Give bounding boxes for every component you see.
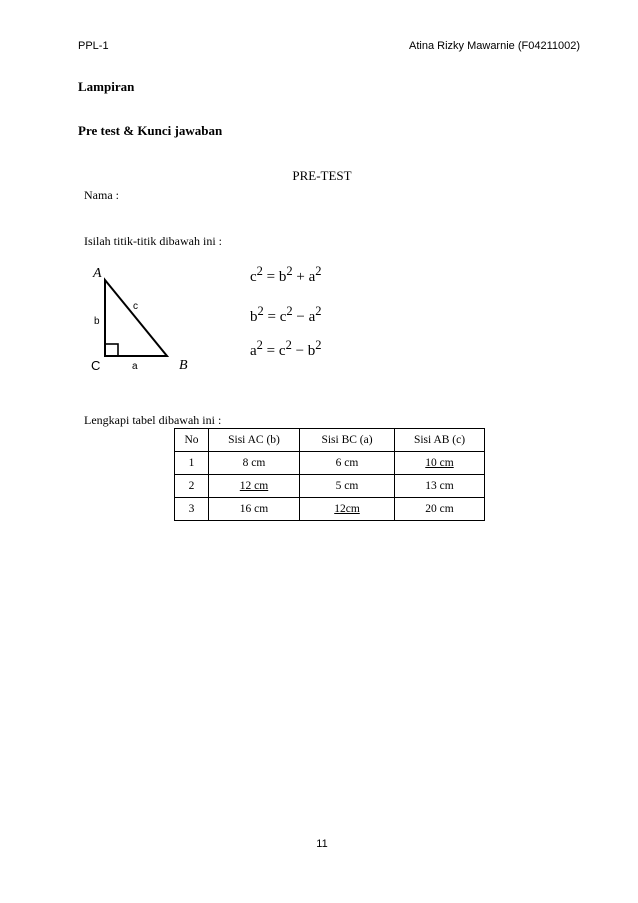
cell-ac: 16 cm — [209, 498, 300, 521]
subsection-title: Pre test & Kunci jawaban — [78, 123, 223, 138]
cell-bc: 5 cm — [300, 475, 395, 498]
side-c-label: c — [133, 301, 138, 312]
answer-ac: 12 cm — [239, 480, 269, 492]
pretest-title: PRE-TEST — [292, 168, 352, 183]
side-a-label: a — [132, 361, 138, 372]
cell-ac — [209, 475, 300, 498]
cell-bc — [300, 498, 395, 521]
cell-no: 3 — [175, 498, 209, 521]
table-row — [175, 452, 485, 475]
vertex-c-label: C — [91, 358, 101, 373]
cell-ab: 13 cm — [395, 475, 485, 498]
cell-ab: 20 cm — [395, 498, 485, 521]
header-ac: Sisi AC (b) — [209, 429, 300, 452]
header-ab: Sisi AB (c) — [395, 429, 485, 452]
formula-2: $b^2 = c^2 - a^2$ — [250, 304, 322, 325]
cell-ac: 8 cm — [209, 452, 300, 475]
table-header-row — [175, 429, 485, 452]
vertex-a-label: A — [93, 266, 102, 281]
header-left: PPL-1 — [78, 40, 109, 52]
instruction-text: Isilah titik-titik dibawah ini : — [84, 234, 222, 248]
header-right: Atina Rizky Mawarnie (F04211002) — [409, 40, 580, 52]
side-b-label: b — [94, 316, 100, 327]
formula-3: $a^2 = c^2 - b^2$ — [250, 338, 322, 359]
cell-no: 1 — [175, 452, 209, 475]
section-title: Lampiran — [78, 79, 135, 94]
triangle-sides-table — [174, 428, 485, 521]
cell-no: 2 — [175, 475, 209, 498]
header-bc: Sisi BC (a) — [300, 429, 395, 452]
vertex-b-label: B — [179, 358, 188, 373]
answer-ab: 10 cm — [425, 457, 454, 469]
cell-bc: 6 cm — [300, 452, 395, 475]
right-angle-marker — [105, 344, 118, 356]
right-triangle-diagram — [80, 258, 210, 378]
table-intro-text: Lengkapi tabel dibawah ini : — [84, 413, 222, 427]
formula-1: $c^2 = b^2 + a^2$ — [250, 264, 322, 285]
name-label: Nama : — [84, 188, 119, 202]
table-row — [175, 475, 485, 498]
header-no: No — [175, 429, 209, 452]
table-row — [175, 498, 485, 521]
answer-bc: 12cm — [334, 503, 360, 515]
cell-ab — [395, 452, 485, 475]
page-number: 11 — [316, 838, 328, 850]
